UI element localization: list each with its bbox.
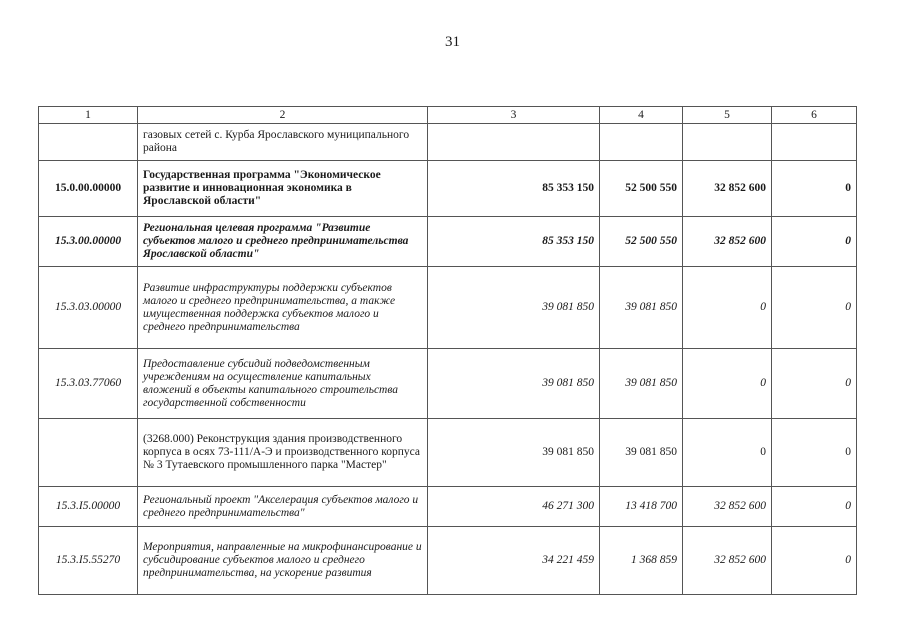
row-col6: 0 <box>772 487 857 527</box>
row-col4: 52 500 550 <box>600 217 683 267</box>
table-row <box>39 161 857 217</box>
row-col4: 39 081 850 <box>600 267 683 349</box>
row-code: 15.0.00.00000 <box>39 161 138 217</box>
column-header-4: 4 <box>600 107 683 124</box>
row-col5: 0 <box>683 419 772 487</box>
header-row <box>39 107 857 124</box>
table-row <box>39 217 857 267</box>
row-name: Региональный проект "Акселерация субъектов малого и среднего предпринимательства" <box>138 487 428 527</box>
column-header-1: 1 <box>39 107 138 124</box>
row-col6: 0 <box>772 267 857 349</box>
column-header-2: 2 <box>138 107 428 124</box>
row-col6: 0 <box>772 217 857 267</box>
row-col4: 13 418 700 <box>600 487 683 527</box>
table-row <box>39 124 857 161</box>
budget-table <box>38 106 857 595</box>
row-code <box>39 419 138 487</box>
row-col6: 0 <box>772 527 857 595</box>
table-row <box>39 349 857 419</box>
row-name: Развитие инфраструктуры поддержки субъектов малого и среднего предпринимательства, а также имущественная поддержка субъектов малого и среднего предпринимательства <box>138 267 428 349</box>
row-name: Государственная программа "Экономическое развитие и инновационная экономика в Ярославской области" <box>138 161 428 217</box>
row-col5: 32 852 600 <box>683 161 772 217</box>
row-code: 15.3.03.77060 <box>39 349 138 419</box>
page-number: 31 <box>445 34 460 50</box>
column-header-6: 6 <box>772 107 857 124</box>
table-row <box>39 267 857 349</box>
row-col6 <box>772 124 857 161</box>
row-code: 15.3.I5.55270 <box>39 527 138 595</box>
row-code: 15.3.03.00000 <box>39 267 138 349</box>
row-name: (3268.000) Реконструкция здания производственного корпуса в осях 73-111/А-Э и производственного корпуса № 3 Тутаевского промышленного парка "Мастер" <box>138 419 428 487</box>
column-header-3: 3 <box>428 107 600 124</box>
row-name: газовых сетей с. Курба Ярославского муниципального района <box>138 124 428 161</box>
row-code: 15.3.I5.00000 <box>39 487 138 527</box>
table-row <box>39 527 857 595</box>
column-header-5: 5 <box>683 107 772 124</box>
row-col6: 0 <box>772 161 857 217</box>
row-col4: 1 368 859 <box>600 527 683 595</box>
row-col6: 0 <box>772 419 857 487</box>
row-col4: 39 081 850 <box>600 419 683 487</box>
row-col5: 32 852 600 <box>683 527 772 595</box>
row-code: 15.3.00.00000 <box>39 217 138 267</box>
row-col3: 39 081 850 <box>428 349 600 419</box>
row-col5: 32 852 600 <box>683 217 772 267</box>
row-col4: 39 081 850 <box>600 349 683 419</box>
table-row <box>39 487 857 527</box>
row-name: Региональная целевая программа "Развитие субъектов малого и среднего предпринимательства Ярославской области" <box>138 217 428 267</box>
row-col3: 39 081 850 <box>428 267 600 349</box>
row-col3: 85 353 150 <box>428 217 600 267</box>
row-code <box>39 124 138 161</box>
row-col3: 34 221 459 <box>428 527 600 595</box>
row-name: Предоставление субсидий подведомственным учреждениям на осуществление капитальных вложений в объекты капитального строительства государственной собственности <box>138 349 428 419</box>
row-col3: 46 271 300 <box>428 487 600 527</box>
row-col5: 32 852 600 <box>683 487 772 527</box>
row-col3 <box>428 124 600 161</box>
row-col6: 0 <box>772 349 857 419</box>
row-col3: 39 081 850 <box>428 419 600 487</box>
row-col5 <box>683 124 772 161</box>
row-col4: 52 500 550 <box>600 161 683 217</box>
table-row <box>39 419 857 487</box>
row-col3: 85 353 150 <box>428 161 600 217</box>
row-col5: 0 <box>683 349 772 419</box>
row-name: Мероприятия, направленные на микрофинансирование и субсидирование субъектов малого и среднего предпринимательства, на ускорение развития <box>138 527 428 595</box>
row-col5: 0 <box>683 267 772 349</box>
row-col4 <box>600 124 683 161</box>
